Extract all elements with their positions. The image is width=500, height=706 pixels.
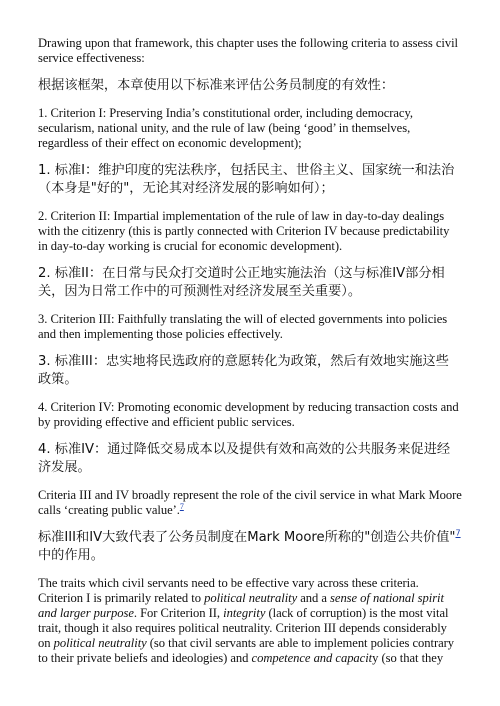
criterion-2-en: 2. Criterion II: Impartial implementation of the rule of law in day-to-day dealings with the citizenry (this is partly connected with Criterion IV because predictability in day-to-day working is crucial for economic development).: [38, 209, 450, 253]
traits-emphasis: political neutrality: [204, 591, 298, 605]
moore-text-zh-end: 中的作用。: [38, 548, 104, 563]
criterion-3-zh: 3. 标准III：忠实地将民选政府的意愿转化为政策，然后有效地实施这些政策。: [38, 354, 449, 387]
footnote-link[interactable]: 7: [179, 501, 184, 511]
criterion-2-zh: 2. 标准II：在日常与民众打交道时公正地实施法治（这与标准IV部分相关，因为日常工作中的可预测性对经济发展至关重要）。: [38, 266, 445, 299]
moore-text-en: Criteria III and IV broadly represent the role of the civil service in what Mark Moore calls ‘creating public value’.: [38, 488, 462, 517]
traits-text: and a: [297, 591, 331, 605]
traits-text: The traits which civil servants need to be effective vary across these criteria. Criterion I is primarily related to: [38, 576, 419, 605]
criterion-4-zh: 4. 标准IV：通过降低交易成本以及提供有效和高效的公共服务来促进经济发展。: [38, 442, 451, 475]
traits-text: y (so that they: [372, 651, 444, 665]
criterion-4-en: 4. Criterion IV: Promoting economic development by reducing transaction costs and by providing effective and efficient public services.: [38, 400, 459, 429]
moore-paragraph-en: [38, 488, 462, 518]
footnote-link[interactable]: 7: [455, 528, 461, 538]
traits-text: (lack of corruption) is the most vital trait, though it also requires political neutrality. Criterion III depends considerably on: [38, 606, 449, 650]
criterion-3-en: 3. Criterion III: Faithfully translating the will of elected governments into policies and then implementing those policies effectively.: [38, 312, 448, 341]
intro-paragraph-zh: 根据该框架，本章使用以下标准来评估公务员制度的有效性：: [38, 78, 395, 93]
traits-emphasis: sense of national spirit and larger purpose: [38, 591, 444, 620]
traits-emphasis: integrity: [223, 606, 266, 620]
moore-paragraph-zh: [38, 529, 462, 565]
traits-paragraph-en: [38, 576, 462, 666]
traits-text: (so that civil servants are able to implement policies contrary to their private beliefs and ideologies) and: [38, 636, 455, 665]
criterion-1-en: 1. Criterion I: Preserving India’s constitutional order, including democracy, secularism, national unity, and the rule of law (being ‘good’ in themselves, regardless of their effect on economic development);: [38, 106, 413, 150]
criterion-1-zh: 1. 标准I：维护印度的宪法秩序，包括民主、世俗主义、国家统一和法治（本身是"好的"，无论其对经济发展的影响如何）；: [38, 163, 455, 196]
moore-text-zh-start: 标准III和IV大致代表了公务员制度在Mark Moore所称的"创造公共价值": [38, 530, 456, 545]
traits-text: . For Criterion II,: [133, 606, 224, 620]
traits-emphasis: political neutrality: [53, 636, 147, 650]
traits-emphasis: competence and capacit: [251, 651, 373, 665]
intro-paragraph-en: Drawing upon that framework, this chapter uses the following criteria to assess civil service effectiveness:: [38, 36, 458, 65]
